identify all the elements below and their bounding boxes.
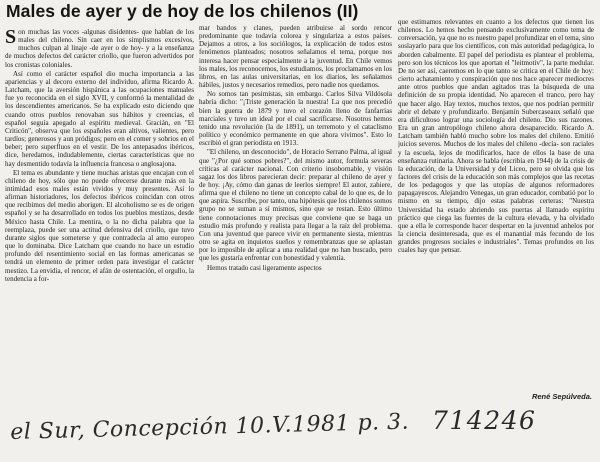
paragraph: El tema es abundante y tiene muchas aristas que encajan con el chileno de hoy, sólo que no puede ofrecerse durante más en la intimidad esos males están vividos y muy presentes. Así lo afirman historiadores, los defectos ibéricos coincidan con otros que recibimos del medio aborigen. El alcoholismo se es de origen español y se ha desarrollado en todos los pueblos mestizos, desde México hasta Chile. La mentira, o la no dicha palabra que la reemplaza, puede ser una actitud defensiva del criollo, que tuvo durante siglos que someterse y que contradecía al amo europeo que lo dominaba. Dice Latcham que cuando no hace un estudio profundo del resentimiento social en las formas americanas se tendrá un elemento de primer orden para investigar el carácter mestizo. La envidia, el rencor, el afán de ostentación, el orgullo, la tendencia a for- [5,168,194,283]
paragraph: Hemos tratado casi ligeramente aspectos [207,263,322,272]
paragraph: que estimamos relevantes en cuanto a los defectos que tienen los chilenos. Lo hemos hecho pensando exclusivamente como tema de conversación, ya que no es nuestro papel profundizar en el tema, sino soslayarlo para que los científicos, con más autoridad pedagógica, lo aborden cabalmente. El papel del periodista es plantear el problema, pero son los técnicos los que aportan el "leitmotiv", la parte medular. De no ser así, caeremos en lo que tanto se critica en el Chile de hoy: cierto achatamiento y conspiración que nos hace aparecer mediocres ante otros pueblos que andan agitados tras la búsqueda de una definición de su propia identidad. No aparecen el tranco, pero hay que hacer algo. Hay textos, muchos textos, que nos podrían permitir abrir el debate y profundizarlo. Benjamín Subercaseaux señaló que era dificultoso lograr una sociología del chileno. Dio sus razones. Era un gran antropólogo chileno ahora desaparecido. Ricardo A. Latcham también habló mucho sobre los males del chileno. Emitió juicios severos. Muchos de los males del chileno -decía- son raciales y la escuela, lejos de modificarlos, hace de ellos la base de una enseñanza rutinaria. Ahora se habla (escribía en 1944) de la crisis de la educación, de la Universidad y del Liceo, pero se olvida que los factores del crisis de la educación son más complejos que las recetas de los pedagogos y que las utopías de algunos reformadores papagayescos. Alejandro Venegas, un gran educador, combatió por lo mismo en su tiempo, dijo estas palabras certeras: "Nuestra Universidad ha estado abriendo sus puertas al llamado espíritu práctico que ciega las fuentes de la cultura elevada, y ha olvidado que a ella le corresponde hacer despertar en la juventud anhelos por la ciencia desinteresada, que es el manantial más fecundo de los grandes progresos sociales e industriales". Temas profundos en los cuales hay que pensar. [398,18,594,255]
paragraph-text: on muchas las voces -algunas disidentes- que hablan de los males del chileno. Sin caer en los simplismos excesivos, muchos culpan al linaje -de ayer o de hoy- y a la enseñanza de muchos defectos del carácter criollo, que fueron advertidos por los cronistas coloniales. [5,28,194,69]
column-3 [398,18,594,390]
handwritten-source-note: el Sur, Concepción 10.V.1981 p. 3. [10,409,410,445]
paragraph: "El chileno, un desconocido", de Horacio Serrano Palma, al igual que "¿Por qué somos pobres?", del mismo autor, formula severas críticas al carácter nacional. Con criterio insobornable, y visión sagaz los dos libros parecieran decir: preparar al chileno de ayer y de hoy. ¡Ay, cómo dan ganas de leerlos siempre! El autor, zahiere, afirma que el chileno no tiene un concepto cabal de lo que es, de lo que aspira. Suscribe, por tanto, una hipótesis que los chilenos somos grupo no se suman a sí mismos, sino que se restan. Esto último tiene connotaciones muy precisas que conviene que se haga un estudio más profundo y realista para llegar a la raíz del problema. Con una juventud que parece vivir en permanente siesta, mientras otro se agita en inquietos sueños y remembranzas que se aplastan por lo imposible de aplicar a una realidad que no han buscado, pero que les gustaría enfrentar con honestidad y valentía. [199,148,392,263]
headline: Males de ayer y de hoy de los chilenos (II) [6,1,359,21]
paragraph: No somos tan pesimistas, sin embargo. Carlos Silva Vildósola habría dicho: "¡Triste generación la nuestra! La que nos precedió bien la guerra de 1879 y tuvo el corazón lleno de fanfarrias marciales y tuvo un ideal por el cual sacrificarse. Nosotros hemos tenido una revolución (la de 1891), un terremoto y el cataclismo político y económico permanente en que ahora vivimos". Esto lo escribió el gran periodista en 1913. [199,90,392,148]
column-1 [5,28,194,410]
author-byline: René Sepúlveda. [531,392,592,401]
paragraph [5,28,194,69]
paragraph: mar bandos y clanes, pueden atribuirse al sordo rencor predominante que todavía colorea y singulariza a estos países. Dejamos a otros, a los sociólogos, la explicación de todos estos fenómenos planteados; nosotros señalamos el tema, porque nos interesa hacer pensar especialmente a la juventud. En Chile vemos los males, los reconocemos, los estudiamos, los proclamamos en los libros, en las aulas universitarias, en los diarios, les señalamos hábiles, justos y necesarios remedios, pero nadie nos quedamos. [199,24,392,90]
column-2 [199,24,392,406]
paragraph: Así como el carácter español dio mucha importancia a las apariencias y al decoro externo del individuo, afirma Ricardo A. Latcham, que la aversión hispánica a las ocupaciones manuales fue yo reconocida en el siglo XVII, y conformó la mentalidad de los descendientes americanos. Se ha explicado esto diciendo que cuando otros pueblos renovaban sus hábitos y creencias, el español seguía apegado al espíritu medieval. Gracián, en "El Criticón", observa que los españoles eran altivos, valientes, pero tardíos; generosos y aun pródigos; pero en el comer y sobrios en el beber; pero superfluos en el vestir. De los antepasados ibéricos, dice, heredamos, indudablemente, ciertas características que no hay desmentido todavía la influencia francesa o anglosajona. [5,69,194,168]
drop-cap: S [5,28,17,48]
handwritten-catalog-number: 714246 [432,406,537,435]
